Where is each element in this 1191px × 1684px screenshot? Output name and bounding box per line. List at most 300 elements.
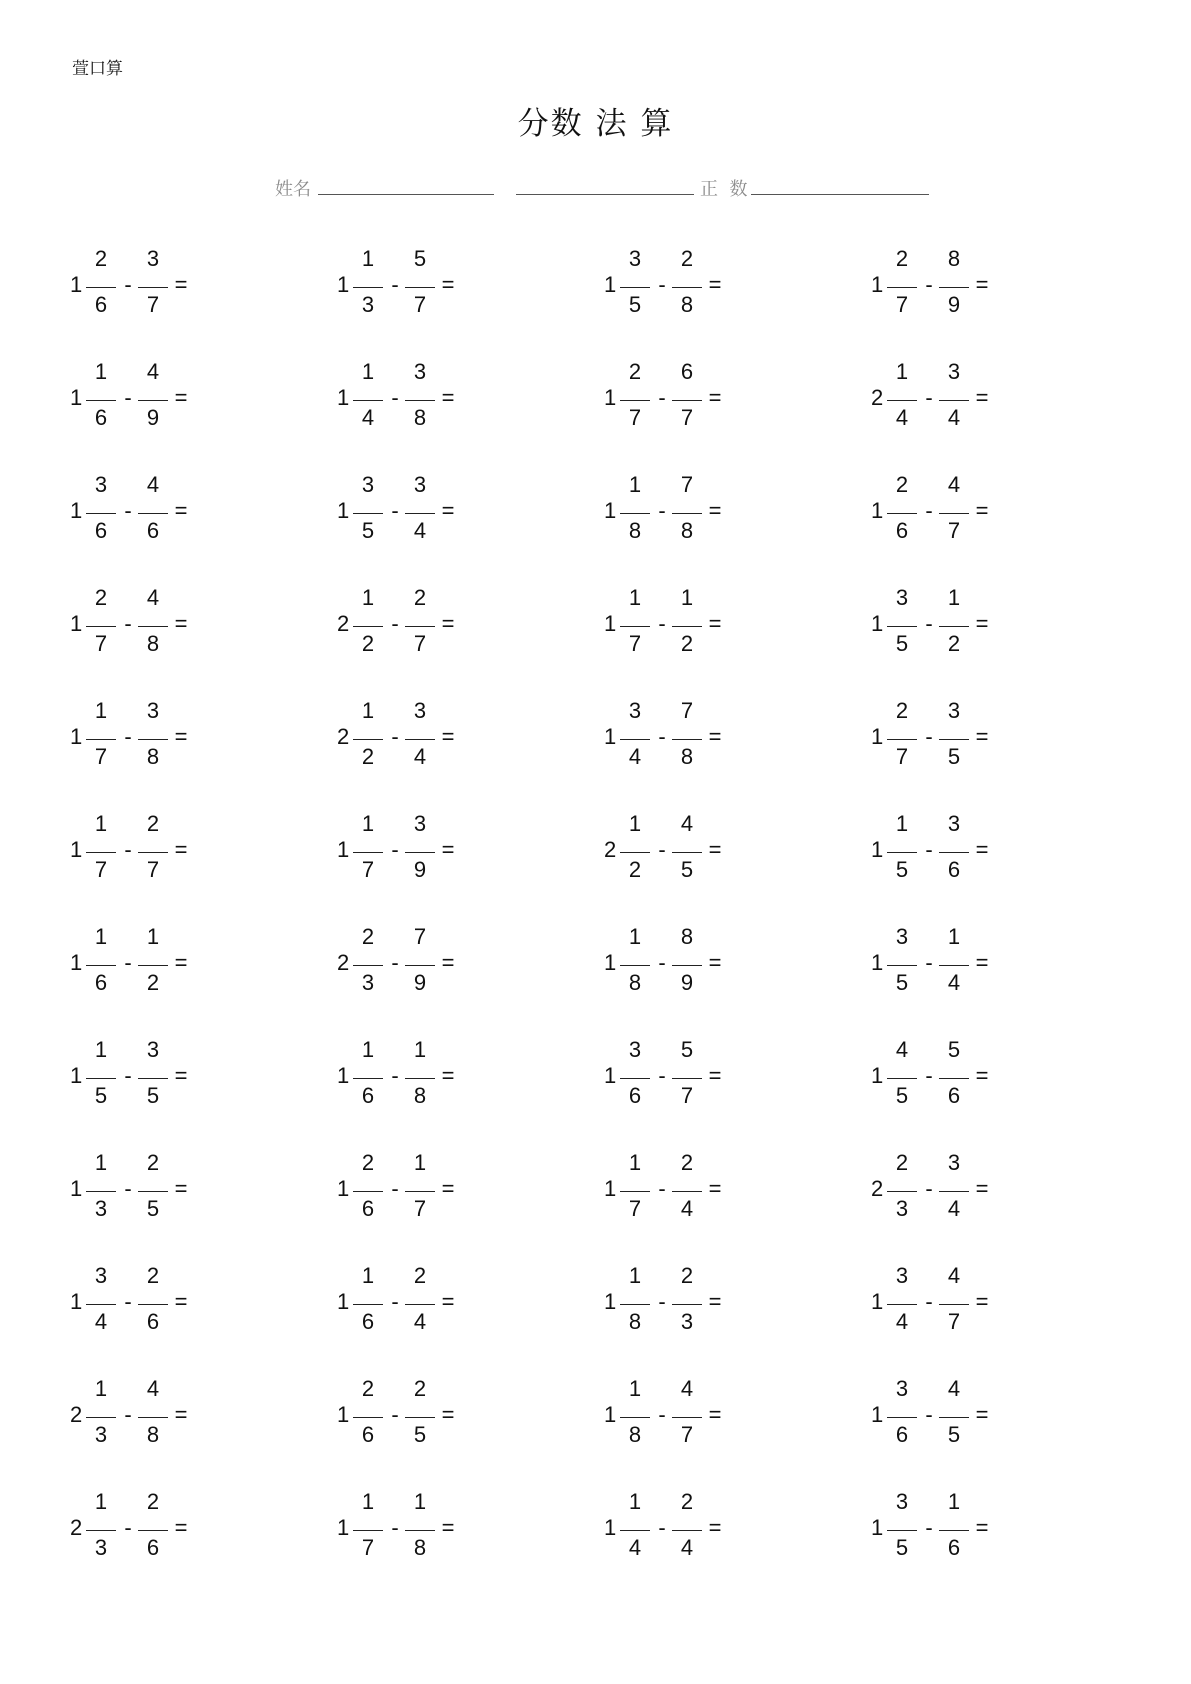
minus-sign: -: [391, 272, 399, 297]
fraction-bar: [138, 1304, 168, 1305]
denominator: 6: [628, 1083, 642, 1108]
numerator: 1: [680, 585, 694, 610]
numerator: 4: [947, 472, 961, 497]
denominator: 3: [361, 292, 375, 317]
denominator: 4: [628, 1535, 642, 1560]
whole-number: 2: [70, 1402, 83, 1427]
whole-number: 1: [337, 272, 350, 297]
minus-sign: -: [658, 611, 666, 636]
fraction-bar: [887, 1078, 917, 1079]
numerator: 1: [361, 1037, 375, 1062]
equals-sign: =: [708, 498, 722, 523]
fraction-bar: [353, 1191, 383, 1192]
fraction-bar: [138, 1191, 168, 1192]
equals-sign: =: [441, 611, 455, 636]
numerator: 2: [895, 246, 909, 271]
denominator: 8: [413, 405, 427, 430]
whole-number: 2: [337, 724, 350, 749]
minus-sign: -: [391, 724, 399, 749]
denominator: 8: [680, 744, 694, 769]
denominator: 7: [361, 857, 375, 882]
numerator: 4: [947, 1263, 961, 1288]
denominator: 4: [947, 405, 961, 430]
whole-number: 1: [70, 1176, 83, 1201]
fraction-bar: [138, 1417, 168, 1418]
numerator: 2: [413, 1376, 427, 1401]
whole-number: 1: [337, 385, 350, 410]
equals-sign: =: [975, 611, 989, 636]
fraction-bar: [620, 400, 650, 401]
problem-item: [337, 1376, 507, 1458]
numerator: 3: [413, 472, 427, 497]
denominator: 5: [895, 970, 909, 995]
numerator: 1: [628, 811, 642, 836]
equals-sign: =: [975, 385, 989, 410]
numerator: 7: [413, 924, 427, 949]
denominator: 6: [94, 405, 108, 430]
problem-item: [70, 359, 240, 441]
whole-number: 1: [604, 498, 617, 523]
denominator: 3: [680, 1309, 694, 1334]
numerator: 1: [895, 359, 909, 384]
equals-sign: =: [708, 1289, 722, 1314]
fraction-bar: [405, 287, 435, 288]
denominator: 6: [94, 518, 108, 543]
fraction-bar: [405, 1304, 435, 1305]
denominator: 8: [628, 518, 642, 543]
problem-item: [337, 1150, 507, 1232]
whole-number: 1: [70, 1063, 83, 1088]
fraction-bar: [672, 1304, 702, 1305]
minus-sign: -: [925, 1063, 933, 1088]
denominator: 4: [413, 518, 427, 543]
numerator: 3: [94, 1263, 108, 1288]
numerator: 2: [146, 1489, 160, 1514]
minus-sign: -: [124, 1402, 132, 1427]
minus-sign: -: [925, 837, 933, 862]
denominator: 5: [895, 857, 909, 882]
problem-item: [337, 811, 507, 893]
problem-item: [70, 1376, 240, 1458]
whole-number: 1: [604, 1176, 617, 1201]
fraction-bar: [138, 1530, 168, 1531]
denominator: 7: [413, 631, 427, 656]
fraction-bar: [939, 1530, 969, 1531]
numerator: 3: [895, 585, 909, 610]
denominator: 6: [947, 857, 961, 882]
problem-item: [70, 811, 240, 893]
numerator: 2: [146, 1150, 160, 1175]
denominator: 2: [680, 631, 694, 656]
numerator: 4: [146, 585, 160, 610]
problem-item: [337, 472, 507, 554]
denominator: 6: [947, 1083, 961, 1108]
problem-item: [70, 1037, 240, 1119]
denominator: 3: [361, 970, 375, 995]
minus-sign: -: [124, 1289, 132, 1314]
minus-sign: -: [391, 1176, 399, 1201]
numerator: 3: [413, 698, 427, 723]
fraction-bar: [86, 1304, 116, 1305]
denominator: 7: [413, 1196, 427, 1221]
fraction-bar: [620, 1191, 650, 1192]
numerator: 1: [413, 1150, 427, 1175]
equals-sign: =: [174, 1063, 188, 1088]
denominator: 6: [361, 1196, 375, 1221]
minus-sign: -: [658, 498, 666, 523]
numerator: 7: [680, 472, 694, 497]
fraction-bar: [86, 1530, 116, 1531]
denominator: 5: [680, 857, 694, 882]
whole-number: 1: [70, 385, 83, 410]
minus-sign: -: [124, 837, 132, 862]
numerator: 2: [361, 1376, 375, 1401]
minus-sign: -: [391, 1063, 399, 1088]
numerator: 1: [94, 359, 108, 384]
fraction-bar: [353, 1304, 383, 1305]
denominator: 6: [895, 518, 909, 543]
denominator: 2: [361, 631, 375, 656]
equals-sign: =: [174, 1176, 188, 1201]
fraction-bar: [939, 852, 969, 853]
numerator: 1: [94, 698, 108, 723]
denominator: 7: [680, 405, 694, 430]
equals-sign: =: [441, 385, 455, 410]
problem-item: [337, 924, 507, 1006]
numerator: 2: [895, 698, 909, 723]
whole-number: 1: [604, 1063, 617, 1088]
equals-sign: =: [441, 1402, 455, 1427]
denominator: 7: [628, 405, 642, 430]
numerator: 1: [94, 1489, 108, 1514]
whole-number: 1: [337, 1515, 350, 1540]
fraction-bar: [887, 513, 917, 514]
denominator: 5: [361, 518, 375, 543]
denominator: 9: [413, 970, 427, 995]
denominator: 4: [628, 744, 642, 769]
numerator: 8: [947, 246, 961, 271]
fraction-bar: [672, 287, 702, 288]
numerator: 2: [94, 246, 108, 271]
problem-item: [604, 1150, 774, 1232]
numerator: 3: [947, 359, 961, 384]
equals-sign: =: [708, 1402, 722, 1427]
fraction-bar: [138, 287, 168, 288]
denominator: 5: [413, 1422, 427, 1447]
equals-sign: =: [708, 385, 722, 410]
equals-sign: =: [441, 1063, 455, 1088]
fraction-bar: [405, 1417, 435, 1418]
equals-sign: =: [441, 498, 455, 523]
numerator: 3: [947, 1150, 961, 1175]
fraction-bar: [353, 739, 383, 740]
numerator: 1: [94, 1037, 108, 1062]
denominator: 5: [895, 1083, 909, 1108]
whole-number: 1: [604, 1289, 617, 1314]
fraction-bar: [672, 739, 702, 740]
denominator: 7: [680, 1083, 694, 1108]
numerator: 3: [895, 1489, 909, 1514]
problem-item: [871, 472, 1041, 554]
whole-number: 1: [604, 724, 617, 749]
whole-number: 2: [337, 611, 350, 636]
problem-item: [337, 1037, 507, 1119]
equals-sign: =: [708, 950, 722, 975]
problem-item: [604, 1489, 774, 1571]
fraction-bar: [939, 1078, 969, 1079]
numerator: 2: [680, 1489, 694, 1514]
denominator: 9: [413, 857, 427, 882]
fraction-bar: [672, 1417, 702, 1418]
whole-number: 1: [871, 724, 884, 749]
fraction-bar: [672, 400, 702, 401]
problem-item: [871, 246, 1041, 328]
whole-number: 2: [337, 950, 350, 975]
whole-number: 1: [70, 272, 83, 297]
minus-sign: -: [925, 1176, 933, 1201]
fraction-bar: [405, 965, 435, 966]
denominator: 7: [947, 518, 961, 543]
numerator: 1: [628, 924, 642, 949]
minus-sign: -: [391, 950, 399, 975]
fraction-bar: [887, 739, 917, 740]
numerator: 1: [94, 811, 108, 836]
fraction-bar: [405, 1191, 435, 1192]
problem-item: [337, 1489, 507, 1571]
fraction-bar: [887, 287, 917, 288]
fraction-bar: [86, 287, 116, 288]
denominator: 4: [413, 1309, 427, 1334]
problem-item: [70, 585, 240, 667]
fraction-bar: [353, 626, 383, 627]
denominator: 4: [947, 1196, 961, 1221]
numerator: 2: [680, 1263, 694, 1288]
denominator: 6: [146, 1309, 160, 1334]
denominator: 7: [947, 1309, 961, 1334]
name-label: 姓名: [275, 179, 311, 200]
equals-sign: =: [174, 724, 188, 749]
fraction-bar: [405, 852, 435, 853]
whole-number: 1: [337, 1289, 350, 1314]
problem-item: [871, 698, 1041, 780]
numerator: 1: [628, 1376, 642, 1401]
denominator: 4: [361, 405, 375, 430]
denominator: 5: [628, 292, 642, 317]
problem-item: [604, 811, 774, 893]
denominator: 8: [680, 292, 694, 317]
equals-sign: =: [174, 498, 188, 523]
problem-item: [871, 1376, 1041, 1458]
fraction-bar: [138, 513, 168, 514]
whole-number: 1: [70, 611, 83, 636]
whole-number: 1: [604, 272, 617, 297]
minus-sign: -: [124, 1063, 132, 1088]
fraction-bar: [620, 1417, 650, 1418]
denominator: 4: [947, 970, 961, 995]
numerator: 2: [413, 1263, 427, 1288]
numerator: 2: [895, 472, 909, 497]
problem-item: [871, 1489, 1041, 1571]
fraction-bar: [405, 739, 435, 740]
fraction-bar: [86, 626, 116, 627]
problem-item: [70, 1489, 240, 1571]
whole-number: 1: [337, 498, 350, 523]
fraction-bar: [353, 287, 383, 288]
minus-sign: -: [658, 837, 666, 862]
fraction-bar: [86, 852, 116, 853]
numerator: 3: [146, 698, 160, 723]
numerator: 1: [361, 1489, 375, 1514]
equals-sign: =: [708, 724, 722, 749]
fraction-bar: [939, 1191, 969, 1192]
whole-number: 1: [70, 950, 83, 975]
problem-item: [70, 698, 240, 780]
denominator: 4: [94, 1309, 108, 1334]
fraction-bar: [620, 626, 650, 627]
whole-number: 1: [871, 611, 884, 636]
whole-number: 1: [604, 950, 617, 975]
denominator: 7: [146, 857, 160, 882]
numerator: 1: [895, 811, 909, 836]
fraction-bar: [620, 1304, 650, 1305]
equals-sign: =: [174, 385, 188, 410]
numerator: 4: [895, 1037, 909, 1062]
fraction-bar: [939, 1417, 969, 1418]
numerator: 3: [895, 1263, 909, 1288]
numerator: 5: [680, 1037, 694, 1062]
denominator: 4: [895, 1309, 909, 1334]
fraction-bar: [672, 852, 702, 853]
minus-sign: -: [658, 1402, 666, 1427]
fraction-bar: [887, 626, 917, 627]
fraction-bar: [138, 1078, 168, 1079]
whole-number: 1: [871, 837, 884, 862]
denominator: 6: [361, 1422, 375, 1447]
equals-sign: =: [708, 611, 722, 636]
problem-item: [604, 585, 774, 667]
whole-number: 1: [871, 1515, 884, 1540]
minus-sign: -: [658, 1289, 666, 1314]
fraction-bar: [887, 965, 917, 966]
equals-sign: =: [174, 272, 188, 297]
problem-item: [871, 359, 1041, 441]
numerator: 8: [680, 924, 694, 949]
denominator: 7: [94, 631, 108, 656]
numerator: 2: [94, 585, 108, 610]
fraction-bar: [353, 965, 383, 966]
denominator: 2: [146, 970, 160, 995]
fraction-bar: [405, 626, 435, 627]
denominator: 7: [895, 744, 909, 769]
denominator: 6: [895, 1422, 909, 1447]
fraction-bar: [672, 626, 702, 627]
numerator: 1: [361, 698, 375, 723]
fraction-bar: [620, 287, 650, 288]
whole-number: 2: [604, 837, 617, 862]
numerator: 6: [680, 359, 694, 384]
minus-sign: -: [391, 1515, 399, 1540]
numerator: 4: [680, 1376, 694, 1401]
equals-sign: =: [975, 1063, 989, 1088]
equals-sign: =: [174, 1402, 188, 1427]
equals-sign: =: [174, 950, 188, 975]
whole-number: 1: [70, 724, 83, 749]
numerator: 4: [146, 1376, 160, 1401]
numerator: 2: [680, 1150, 694, 1175]
whole-number: 1: [70, 837, 83, 862]
fraction-bar: [672, 513, 702, 514]
problem-item: [604, 359, 774, 441]
fraction-bar: [620, 513, 650, 514]
problem-item: [871, 585, 1041, 667]
page-title: 分数 法 算: [517, 106, 674, 142]
fraction-bar: [887, 400, 917, 401]
fraction-bar: [353, 1078, 383, 1079]
equals-sign: =: [975, 1402, 989, 1427]
fraction-bar: [672, 1078, 702, 1079]
problem-item: [337, 698, 507, 780]
denominator: 2: [947, 631, 961, 656]
numerator: 1: [94, 1376, 108, 1401]
fraction-bar: [405, 400, 435, 401]
denominator: 9: [680, 970, 694, 995]
numerator: 5: [413, 246, 427, 271]
whole-number: 2: [70, 1515, 83, 1540]
problem-item: [604, 246, 774, 328]
whole-number: 1: [604, 385, 617, 410]
fraction-bar: [353, 400, 383, 401]
whole-number: 1: [871, 498, 884, 523]
denominator: 5: [146, 1083, 160, 1108]
numerator: 2: [680, 246, 694, 271]
fraction-bar: [939, 739, 969, 740]
equals-sign: =: [441, 1515, 455, 1540]
denominator: 6: [146, 518, 160, 543]
equals-sign: =: [975, 1515, 989, 1540]
equals-sign: =: [708, 1515, 722, 1540]
numerator: 3: [895, 924, 909, 949]
problem-item: [871, 1150, 1041, 1232]
minus-sign: -: [658, 950, 666, 975]
problem-item: [871, 1263, 1041, 1345]
numerator: 4: [146, 359, 160, 384]
minus-sign: -: [925, 950, 933, 975]
fraction-bar: [138, 852, 168, 853]
equals-sign: =: [708, 1063, 722, 1088]
fraction-bar: [939, 1304, 969, 1305]
whole-number: 1: [871, 1289, 884, 1314]
minus-sign: -: [925, 498, 933, 523]
numerator: 1: [361, 585, 375, 610]
fraction-bar: [138, 739, 168, 740]
minus-sign: -: [925, 1289, 933, 1314]
numerator: 1: [947, 585, 961, 610]
fraction-bar: [939, 287, 969, 288]
whole-number: 1: [604, 1515, 617, 1540]
equals-sign: =: [975, 1289, 989, 1314]
denominator: 4: [680, 1196, 694, 1221]
numerator: 3: [146, 246, 160, 271]
denominator: 3: [94, 1422, 108, 1447]
equals-sign: =: [441, 724, 455, 749]
numerator: 2: [628, 359, 642, 384]
denominator: 7: [94, 744, 108, 769]
minus-sign: -: [658, 385, 666, 410]
whole-number: 1: [871, 1402, 884, 1427]
minus-sign: -: [925, 272, 933, 297]
denominator: 6: [146, 1535, 160, 1560]
whole-number: 1: [871, 1063, 884, 1088]
